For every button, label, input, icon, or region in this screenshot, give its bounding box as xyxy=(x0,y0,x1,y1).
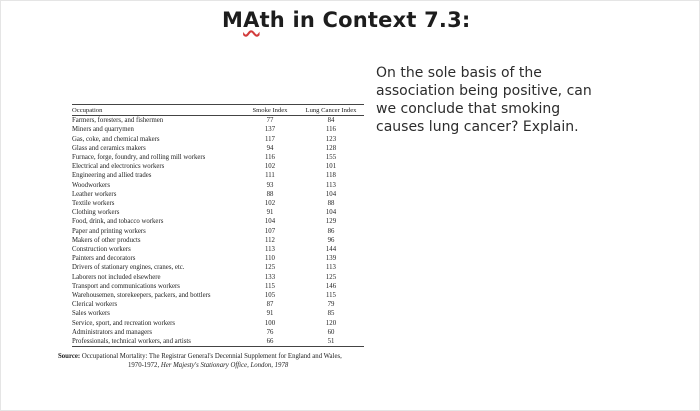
lung-cancer-index-cell: 146 xyxy=(325,282,337,290)
occupation-cell: Engineering and allied trades xyxy=(72,172,152,180)
table-row xyxy=(72,319,364,328)
occupation-cell: Furnace, forge, foundry, and rolling mill workers xyxy=(72,154,206,162)
lung-cancer-index-cell: 51 xyxy=(327,338,335,346)
occupation-cell: Miners and quarrymen xyxy=(72,126,134,134)
source-publisher: Her Majesty's Stationary Office, xyxy=(160,362,249,369)
table-row xyxy=(72,144,364,153)
occupation-cell: Warehousemen, storekeepers, packers, and bottlers xyxy=(72,292,211,300)
table-row xyxy=(72,263,364,272)
lung-cancer-index-cell: 123 xyxy=(325,135,337,143)
lung-cancer-index-cell: 96 xyxy=(327,236,335,244)
occupation-cell: Transport and communications workers xyxy=(72,282,180,290)
lung-cancer-index-cell: 144 xyxy=(325,246,337,254)
smoke-index-cell: 110 xyxy=(265,255,275,263)
occupation-cell: Farmers, foresters, and fishermen xyxy=(72,117,164,125)
data-table xyxy=(72,104,364,347)
occupation-cell: Painters and decorators xyxy=(72,255,136,263)
smoke-index-cell: 93 xyxy=(266,181,274,189)
lung-cancer-index-cell: 129 xyxy=(325,218,337,226)
header-lung-cancer-index: Lung Cancer Index xyxy=(305,107,357,114)
table-row xyxy=(72,309,364,318)
table-row xyxy=(72,199,364,208)
table-row xyxy=(72,162,364,171)
occupation-cell: Woodworkers xyxy=(72,181,110,189)
lung-cancer-index-cell: 85 xyxy=(327,310,335,318)
occupation-cell: Sales workers xyxy=(72,310,110,318)
smoke-index-cell: 125 xyxy=(264,264,276,272)
header-occupation: Occupation xyxy=(72,107,103,114)
table-row xyxy=(72,328,364,337)
lung-cancer-index-cell: 113 xyxy=(326,181,336,189)
smoke-index-cell: 117 xyxy=(265,135,275,143)
smoke-index-cell: 113 xyxy=(265,246,275,254)
table-row xyxy=(72,291,364,300)
header-smoke-index: Smoke Index xyxy=(252,107,288,114)
occupation-cell: Electrical and electronics workers xyxy=(72,163,165,171)
table-bottom-rule xyxy=(72,346,364,347)
source-label: Source: xyxy=(58,353,81,360)
table-row xyxy=(72,116,364,125)
occupation-cell: Administrators and managers xyxy=(72,328,153,336)
smoke-index-cell: 105 xyxy=(264,292,276,300)
lung-cancer-index-cell: 113 xyxy=(326,264,336,272)
occupation-cell: Glass and ceramics makers xyxy=(72,144,146,152)
source-line-1: Occupational Mortality: The Registrar General's Decennial Supplement for England and Wales, xyxy=(81,353,342,360)
lung-cancer-index-cell: 139 xyxy=(325,255,337,263)
table-row xyxy=(72,135,364,144)
table-row xyxy=(72,245,364,254)
table-body xyxy=(72,116,364,346)
occupation-cell: Clothing workers xyxy=(72,209,120,217)
page-title xyxy=(222,8,471,32)
table-row xyxy=(72,227,364,236)
smoke-index-cell: 87 xyxy=(266,301,274,309)
smoke-index-cell: 88 xyxy=(266,190,274,198)
lung-cancer-index-cell: 125 xyxy=(325,273,337,281)
smoke-index-cell: 91 xyxy=(266,209,274,217)
smoke-index-cell: 76 xyxy=(266,328,274,336)
table-row xyxy=(72,282,364,291)
table-row xyxy=(72,236,364,245)
table-row xyxy=(72,217,364,226)
source-year: 1970-1972, xyxy=(128,362,160,369)
lung-cancer-index-cell: 118 xyxy=(326,172,336,180)
smoke-index-cell: 77 xyxy=(266,117,274,125)
table-row xyxy=(72,181,364,190)
table-header-row xyxy=(72,105,364,115)
smoke-index-cell: 112 xyxy=(265,236,275,244)
lung-cancer-index-cell: 115 xyxy=(326,292,336,300)
title-prefix: M xyxy=(222,8,244,32)
smoke-index-cell: 102 xyxy=(264,200,276,208)
lung-cancer-index-cell: 155 xyxy=(325,154,337,162)
table-row xyxy=(72,254,364,263)
occupation-cell: Paper and printing workers xyxy=(72,227,146,235)
occupation-cell: Gas, coke, and chemical makers xyxy=(72,135,160,143)
source-note xyxy=(58,352,478,370)
smoke-index-cell: 100 xyxy=(264,319,276,327)
smoke-index-cell: 137 xyxy=(264,126,276,134)
occupation-cell: Professionals, technical workers, and artists xyxy=(72,338,191,346)
table-row xyxy=(72,153,364,162)
table-row xyxy=(72,208,364,217)
smoke-index-cell: 91 xyxy=(266,310,274,318)
table-row xyxy=(72,171,364,180)
table-row xyxy=(72,125,364,134)
source-place: London, 1978 xyxy=(250,362,289,369)
title-suffix: th in Context 7.3: xyxy=(259,8,471,32)
smoke-index-cell: 66 xyxy=(266,338,274,346)
lung-cancer-index-cell: 88 xyxy=(327,200,335,208)
table-row xyxy=(72,337,364,346)
question-text: On the sole basis of the association being positive, can we conclude that smoking causes lung cancer? Explain. xyxy=(376,65,592,135)
lung-cancer-index-cell: 84 xyxy=(327,117,335,125)
title-squiggle-letter: A xyxy=(243,8,260,32)
table-row xyxy=(72,190,364,199)
smoke-index-cell: 133 xyxy=(264,273,276,281)
occupation-cell: Textile workers xyxy=(72,200,115,208)
smoke-index-cell: 111 xyxy=(265,172,275,180)
occupation-cell: Construction workers xyxy=(72,246,131,254)
smoke-index-cell: 107 xyxy=(264,227,276,235)
smoke-index-cell: 94 xyxy=(266,144,274,152)
lung-cancer-index-cell: 104 xyxy=(325,190,337,198)
lung-cancer-index-cell: 104 xyxy=(325,209,337,217)
occupation-cell: Drivers of stationary engines, cranes, etc. xyxy=(72,264,185,272)
lung-cancer-index-cell: 86 xyxy=(327,227,335,235)
occupation-cell: Leather workers xyxy=(72,190,117,198)
occupation-cell: Food, drink, and tobacco workers xyxy=(72,218,164,226)
smoke-index-cell: 104 xyxy=(264,218,276,226)
occupation-cell: Makers of other products xyxy=(72,236,141,244)
smoke-index-cell: 116 xyxy=(265,154,275,162)
occupation-cell: Service, sport, and recreation workers xyxy=(72,319,176,327)
table-row xyxy=(72,300,364,309)
occupation-cell: Clerical workers xyxy=(72,301,118,309)
lung-cancer-index-cell: 116 xyxy=(326,126,336,134)
smoke-index-cell: 102 xyxy=(264,163,276,171)
lung-cancer-index-cell: 120 xyxy=(325,319,337,327)
lung-cancer-index-cell: 60 xyxy=(327,328,335,336)
lung-cancer-index-cell: 101 xyxy=(325,163,337,171)
smoke-index-cell: 115 xyxy=(265,282,275,290)
lung-cancer-index-cell: 128 xyxy=(325,144,337,152)
occupation-cell: Laborers not included elsewhere xyxy=(72,273,161,281)
lung-cancer-index-cell: 79 xyxy=(327,301,335,309)
table-row xyxy=(72,273,364,282)
